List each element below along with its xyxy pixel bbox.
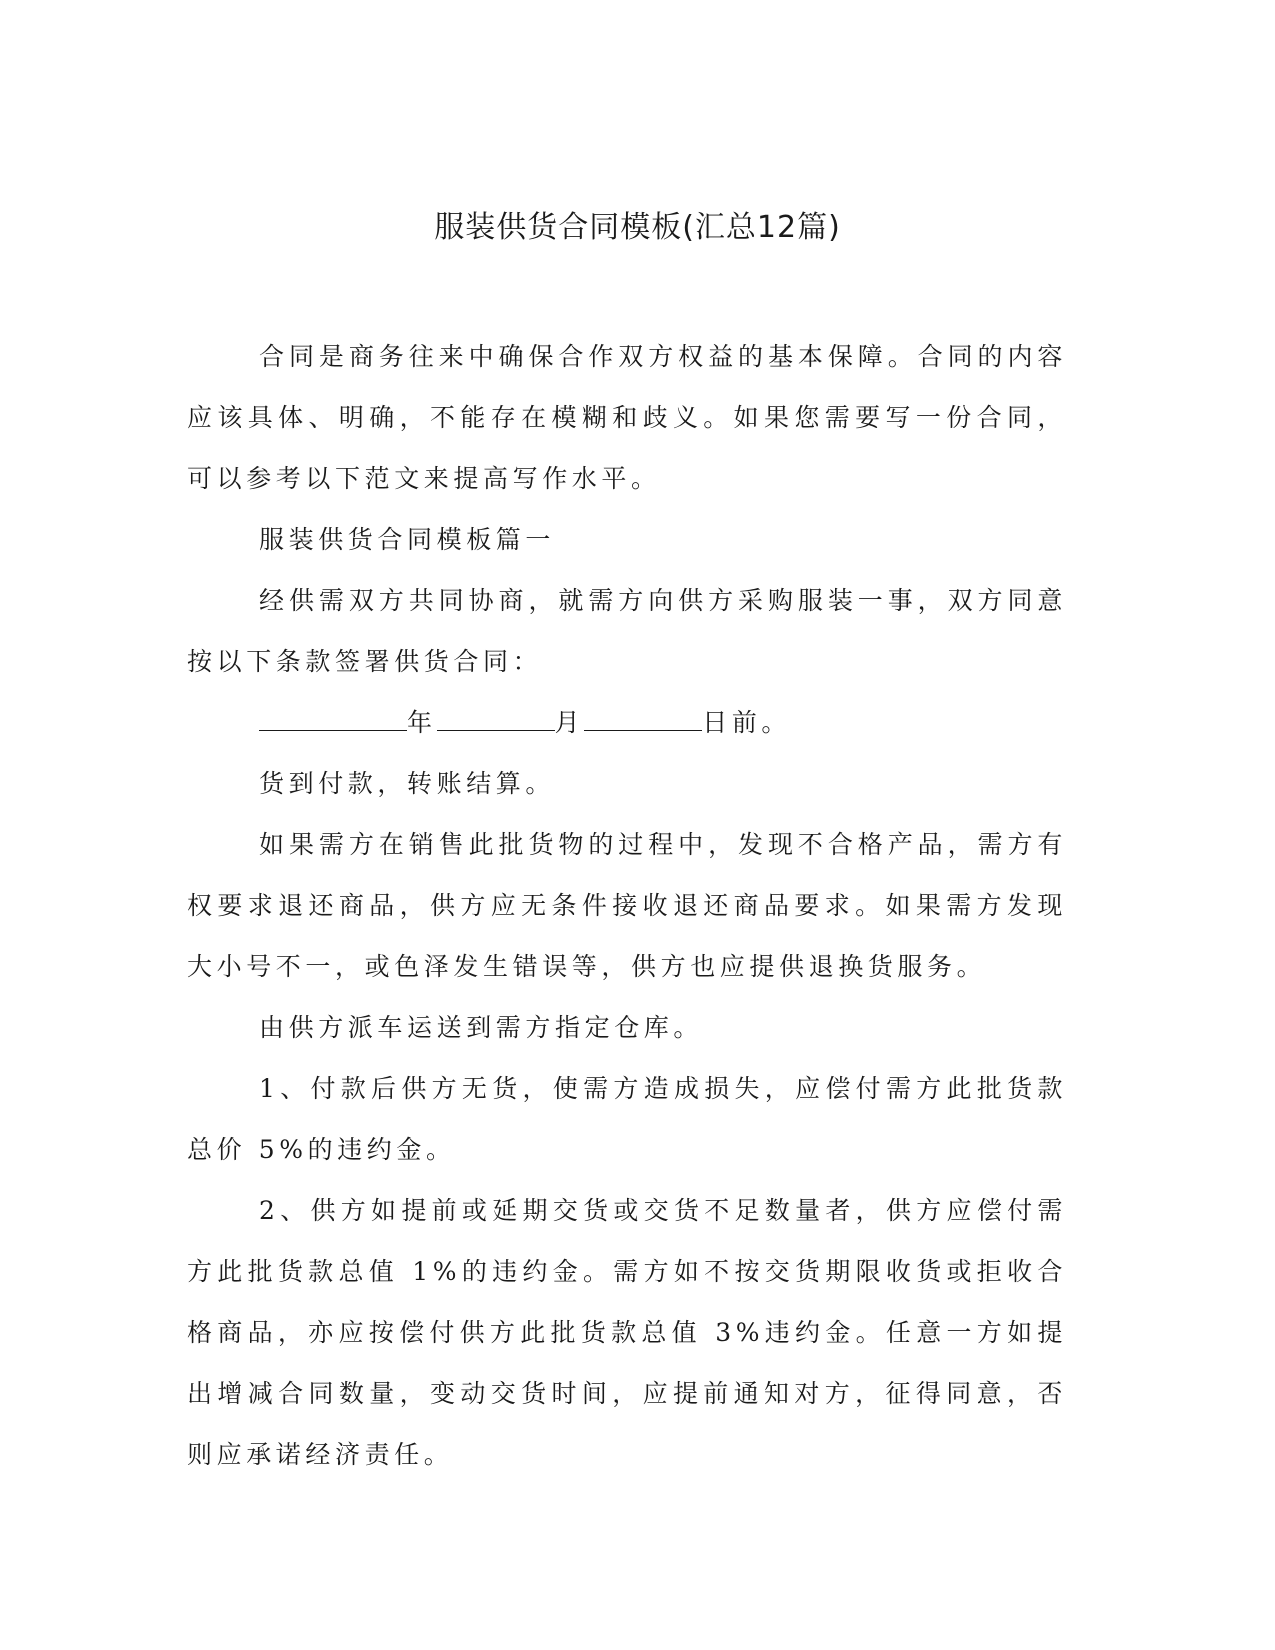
agreement-paragraph: 经供需双方共同协商，就需方向供方采购服装一事，双方同意按以下条款签署供货合同：	[187, 586, 1067, 676]
section-heading: 服装供货合同模板篇一	[259, 525, 556, 554]
date-line	[187, 692, 1067, 753]
month-blank	[437, 704, 555, 731]
intro-paragraph: 合同是商务往来中确保合作双方权益的基本保障。合同的内容应该具体、明确，不能存在模糊和歧义。如果您需要写一份合同，可以参考以下范文来提高写作水平。	[187, 342, 1067, 493]
return-paragraph: 如果需方在销售此批货物的过程中，发现不合格产品，需方有权要求退还商品，供方应无条件接收退还商品要求。如果需方发现大小号不一，或色泽发生错误等，供方也应提供退换货服务。	[187, 830, 1067, 981]
clause-2-paragraph: 2、供方如提前或延期交货或交货不足数量者，供方应偿付需方此批货款总值 1%的违约金。需方如不按交货期限收货或拒收合格商品，亦应按偿付供方此批货款总值 3%违约金。任意一方如提出增减合同数量，变动交货时间，应提前通知对方，征得同意，否则应承诺经济责任。	[187, 1196, 1067, 1469]
document-title: 服装供货合同模板(汇总12篇)	[434, 210, 841, 245]
year-label: 年	[407, 708, 437, 737]
day-label: 日前。	[702, 708, 792, 737]
document-body	[187, 326, 1067, 1485]
payment-paragraph: 货到付款，转账结算。	[259, 769, 556, 798]
month-label: 月	[554, 708, 585, 737]
day-blank	[584, 704, 702, 731]
clause-1-paragraph: 1、付款后供方无货，使需方造成损失，应偿付需方此批货款总价 5%的违约金。	[187, 1074, 1067, 1164]
delivery-paragraph: 由供方派车运送到需方指定仓库。	[259, 1013, 704, 1042]
year-blank	[259, 704, 407, 731]
